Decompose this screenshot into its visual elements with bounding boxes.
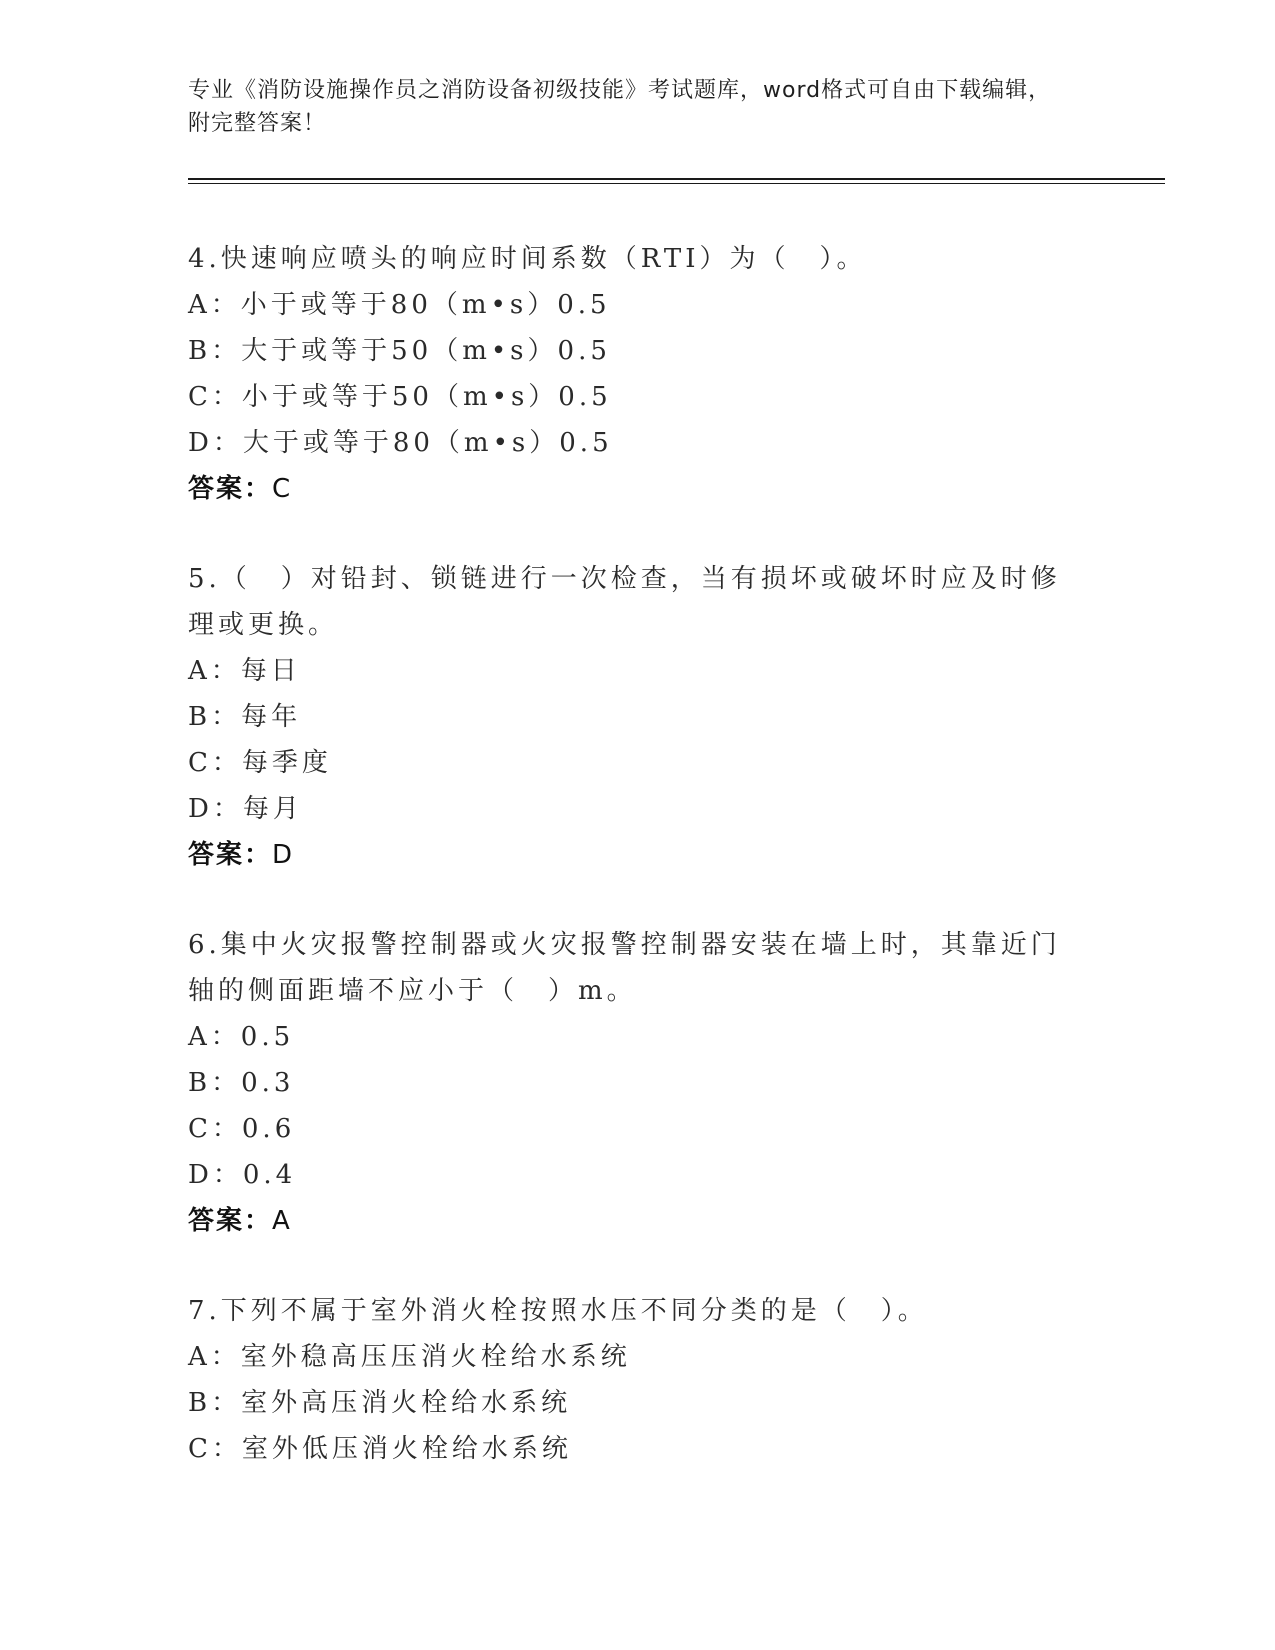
option-d: D：大于或等于80（m•s）0.5 [188, 428, 613, 458]
option-c: C：小于或等于50（m•s）0.5 [188, 382, 612, 412]
question-4 [188, 236, 1068, 512]
answer-value: C [272, 474, 293, 504]
option-c: C：室外低压消火栓给水系统 [188, 1434, 572, 1464]
option-a: A：小于或等于80（m•s）0.5 [188, 290, 611, 320]
answer-line [188, 832, 1068, 878]
document-header: 专业《消防设施操作员之消防设备初级技能》考试题库，word格式可自由下载编辑，附完整答案！ [188, 78, 1052, 136]
option-a: A：0.5 [188, 1022, 295, 1052]
question-7 [188, 1288, 1068, 1472]
question-stem: 7.下列不属于室外消火栓按照水压不同分类的是（ ）。 [188, 1296, 928, 1326]
question-stem: 5.（ ）对铅封、锁链进行一次检查，当有损坏或破坏时应及时修理或更换。 [188, 564, 1061, 640]
option-a: A：每日 [188, 656, 301, 686]
answer-label: 答案： [188, 840, 273, 870]
option-d: D：每月 [188, 794, 303, 824]
question-6 [188, 922, 1068, 1244]
answer-label: 答案： [188, 474, 273, 504]
answer-value: A [272, 1206, 292, 1236]
option-a: A：室外稳高压压消火栓给水系统 [188, 1342, 631, 1372]
option-c: C：0.6 [188, 1114, 296, 1144]
question-stem: 4.快速响应喷头的响应时间系数（RTI）为（ ）。 [188, 244, 867, 274]
option-b: B：每年 [188, 702, 302, 732]
answer-line [188, 466, 1068, 512]
option-d: D：0.4 [188, 1160, 297, 1190]
option-b: B：大于或等于50（m•s）0.5 [188, 336, 611, 366]
question-stem: 6.集中火灾报警控制器或火灾报警控制器安装在墙上时，其靠近门轴的侧面距墙不应小于（ ）m。 [188, 930, 1061, 1006]
answer-value: D [272, 840, 295, 870]
option-c: C：每季度 [188, 748, 332, 778]
question-list [188, 236, 1068, 1516]
answer-label: 答案： [188, 1206, 273, 1236]
option-b: B：室外高压消火栓给水系统 [188, 1388, 572, 1418]
header-divider-thin [188, 183, 1165, 184]
answer-line [188, 1198, 1068, 1244]
header-divider-thick [188, 178, 1165, 180]
question-5 [188, 556, 1068, 878]
option-b: B：0.3 [188, 1068, 295, 1098]
